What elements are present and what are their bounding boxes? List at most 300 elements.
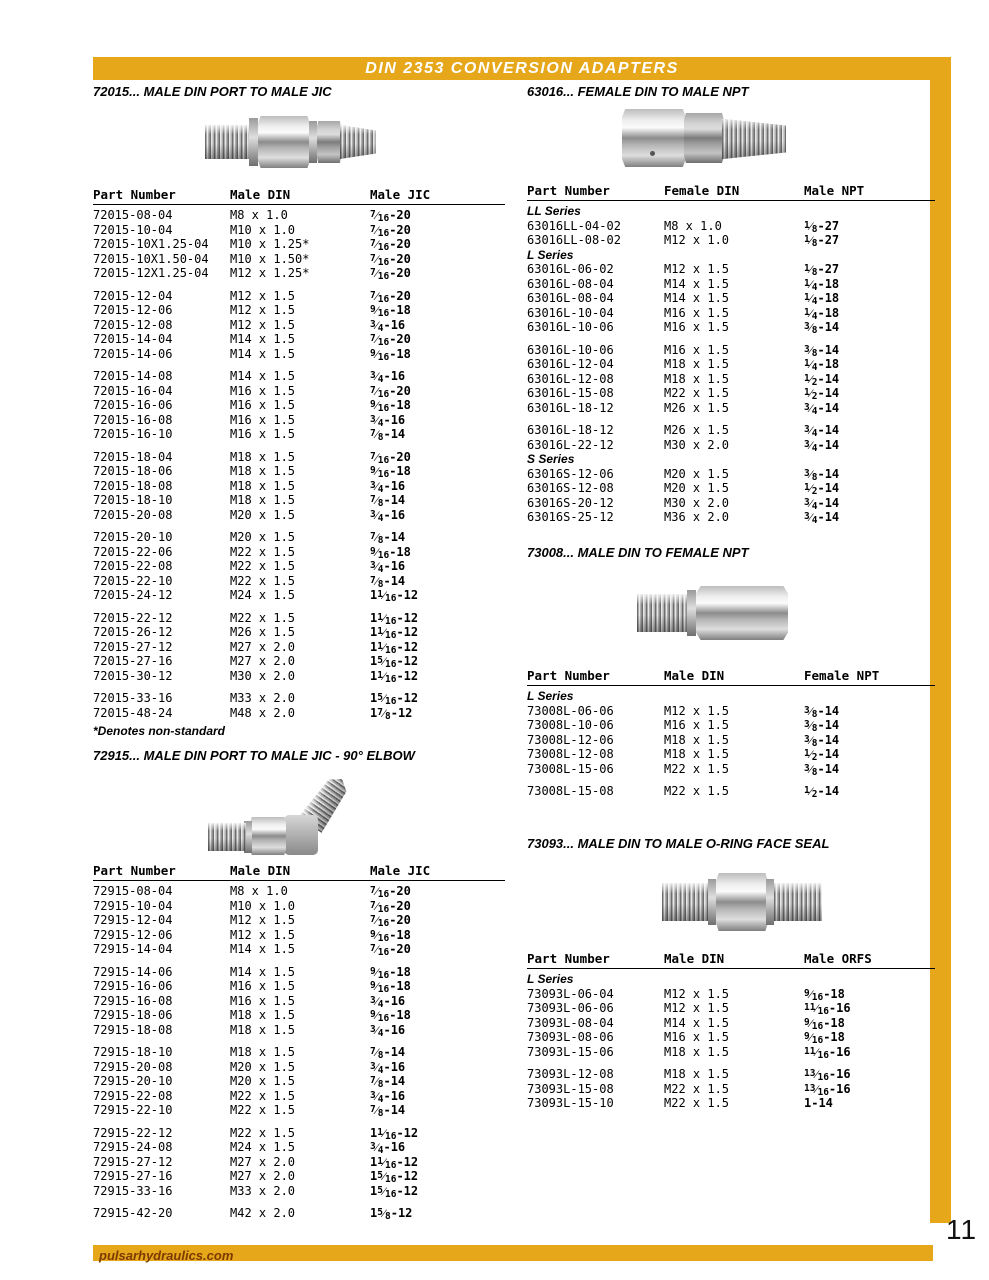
- section-title-73093: 73093... MALE DIN TO MALE O-RING FACE SEAL: [527, 836, 830, 851]
- table-row: [93, 654, 505, 669]
- table-cell: M20 x 1.5: [664, 481, 730, 495]
- series-subheader: L Series: [527, 689, 574, 703]
- table-cell: 72915-27-16: [93, 1169, 173, 1183]
- male-din-thread: [208, 823, 246, 851]
- table-cell: $1^1⁄_{16}-12$: [370, 1154, 419, 1171]
- table-cell: M18 x 1.5: [230, 464, 296, 478]
- table-row: [527, 423, 935, 438]
- table-cell: $^3⁄_8-14$: [804, 466, 840, 483]
- table-cell: $^1⁄_4-18$: [804, 305, 840, 322]
- table-cell: 63016S-12-06: [527, 466, 614, 481]
- col-male-din: Male DIN: [230, 863, 291, 878]
- table-cell: M8 x 1.0: [230, 208, 288, 222]
- table-row: [93, 464, 505, 479]
- product-photo-63016: [622, 101, 797, 177]
- table-cell: $^1⁄_4-18$: [804, 276, 840, 293]
- table-row: [93, 318, 505, 333]
- table-cell: 72015-18-10: [93, 493, 173, 507]
- section-72015: [93, 84, 505, 738]
- table-cell: 73008L-06-06: [527, 703, 614, 718]
- table-cell: $^9⁄_{16}-18$: [370, 927, 411, 944]
- table-cell: $^3⁄_4-16$: [370, 507, 406, 524]
- table-row: [527, 1001, 935, 1016]
- table-row: [93, 965, 505, 980]
- table-cell: M18 x 1.5: [230, 1045, 296, 1059]
- table-cell: 72915-18-10: [93, 1045, 173, 1059]
- section-title-73008: 73008... MALE DIN TO FEMALE NPT: [527, 545, 749, 560]
- table-row: [527, 1016, 935, 1031]
- fitting-ring: [249, 118, 258, 166]
- table-cell: $^{13}⁄_{16}-16$: [804, 1081, 851, 1098]
- page-banner: [93, 57, 951, 80]
- table-cell: 73008L-15-08: [527, 784, 614, 798]
- table-cell: 72015-27-12: [93, 639, 173, 654]
- hex-nut: [250, 817, 286, 855]
- table-cell: 72015-22-08: [93, 559, 173, 573]
- table-cell: $^3⁄_4-14$: [804, 510, 840, 526]
- table-row: [527, 291, 935, 306]
- table-row: [93, 398, 505, 413]
- table-cell: $^3⁄_4-16$: [370, 1088, 406, 1105]
- col-part-number: Part Number: [527, 951, 610, 966]
- table-cell: 72015-18-08: [93, 478, 173, 493]
- table-cell: $^3⁄_4-16$: [370, 369, 406, 385]
- section-73008: [527, 545, 935, 799]
- table-row: [93, 530, 505, 545]
- table-cell: 73093L-15-08: [527, 1081, 614, 1096]
- product-photo-72015: [205, 101, 380, 181]
- table-cell: $^3⁄_8-14$: [804, 718, 840, 734]
- table-cell: $^7⁄_{16}-20$: [370, 898, 411, 915]
- table-row: [93, 1140, 505, 1155]
- table-row: [527, 718, 935, 733]
- table-row: [527, 784, 935, 799]
- table-cell: 72015-18-06: [93, 464, 173, 478]
- table-cell: 72015-27-16: [93, 654, 173, 668]
- male-jic-thread: [340, 125, 376, 159]
- table-cell: 63016L-18-12: [527, 423, 614, 437]
- table-cell: 72915-12-04: [93, 913, 173, 927]
- table-row: [527, 496, 935, 511]
- table-cell: 72915-14-06: [93, 964, 173, 979]
- table-cell: 63016L-10-06: [527, 342, 614, 357]
- table-cell: 72015-10-04: [93, 222, 173, 237]
- table-row: [93, 427, 505, 442]
- table-cell: $1^5⁄_{16}-12$: [370, 654, 419, 670]
- table-cell: $^9⁄_{16}-18$: [370, 964, 411, 981]
- table-cell: M30 x 2.0: [230, 668, 296, 683]
- table-cell: M20 x 1.5: [230, 1059, 296, 1074]
- table-cell: M24 x 1.5: [230, 588, 296, 602]
- table-cell: M16 x 1.5: [230, 427, 296, 441]
- table-cell: 72915-42-20: [93, 1206, 173, 1220]
- table-row: [93, 640, 505, 655]
- table-cell: $^9⁄_{16}-18$: [370, 398, 411, 414]
- table-cell: M12 x 1.5: [664, 262, 730, 276]
- table-cell: M20 x 1.5: [664, 466, 730, 481]
- table-cell: M16 x 1.5: [664, 342, 730, 357]
- table-cell: 63016L-10-04: [527, 305, 614, 320]
- series-subheader: L Series: [527, 972, 574, 986]
- table-cell: $^{11}⁄_{16}-16$: [804, 1001, 851, 1017]
- male-din-thread: [662, 883, 710, 921]
- table-row: [527, 357, 935, 372]
- table-cell: $^3⁄_8-14$: [804, 342, 840, 359]
- table-cell: 63016L-12-04: [527, 357, 614, 371]
- table-row: [527, 733, 935, 748]
- table-cell: $^9⁄_{16}-18$: [370, 979, 411, 995]
- table-cell: 72915-22-12: [93, 1125, 173, 1140]
- table-cell: 73008L-10-06: [527, 718, 614, 732]
- section-63016: [527, 84, 935, 525]
- banner-title: DIN 2353 CONVERSION ADAPTERS: [365, 60, 679, 77]
- table-cell: $1^1⁄_{16}-12$: [370, 668, 419, 685]
- table-cell: 72915-33-16: [93, 1183, 173, 1198]
- table-row: [527, 1082, 935, 1097]
- table-cell: M16 x 1.5: [664, 1030, 730, 1044]
- table-row: [527, 372, 935, 387]
- table-cell: M18 x 1.5: [664, 1044, 730, 1059]
- table-cell: 63016L-10-06: [527, 320, 614, 334]
- table-cell: $^7⁄_{16}-20$: [370, 884, 411, 900]
- table-cell: M16 x 1.5: [664, 718, 730, 732]
- table-cell: M16 x 1.5: [230, 398, 296, 412]
- table-cell: $^1⁄_4-18$: [804, 357, 840, 373]
- table-cell: M16 x 1.5: [230, 412, 296, 427]
- table-row: [93, 289, 505, 304]
- table-cell: 63016S-20-12: [527, 495, 614, 510]
- table-cell: $^9⁄_{16}-18$: [370, 544, 411, 561]
- table-cell: M16 x 1.5: [230, 993, 296, 1008]
- table-cell: $1^1⁄_{16}-12$: [370, 610, 419, 627]
- table-cell: $^7⁄_8-14$: [370, 1045, 406, 1061]
- table-cell: $^9⁄_{16}-18$: [370, 303, 411, 319]
- table-row: [93, 332, 505, 347]
- table-cell: M27 x 2.0: [230, 639, 296, 654]
- table-header-63016: [527, 183, 935, 201]
- table-cell: $^1⁄_2-14$: [804, 747, 840, 763]
- table-cell: $^1⁄_8-27$: [804, 218, 840, 235]
- table-cell: M18 x 1.5: [664, 371, 730, 386]
- table-cell: $^7⁄_8-14$: [370, 493, 406, 509]
- table-cell: 63016L-22-12: [527, 437, 614, 452]
- series-subheader: S Series: [527, 452, 575, 466]
- table-cell: M22 x 1.5: [230, 1125, 296, 1140]
- table-cell: 73093L-15-06: [527, 1044, 614, 1059]
- table-row: [93, 979, 505, 994]
- table-cell: M14 x 1.5: [664, 291, 730, 305]
- table-cell: 72915-08-04: [93, 884, 173, 898]
- table-cell: M22 x 1.5: [230, 610, 296, 625]
- table-cell: M22 x 1.5: [664, 386, 730, 400]
- table-cell: M22 x 1.5: [664, 1096, 730, 1110]
- table-row: [527, 481, 935, 496]
- table-row: [527, 762, 935, 777]
- table-cell: M14 x 1.5: [230, 964, 296, 979]
- table-cell: M27 x 2.0: [230, 654, 296, 668]
- table-cell: 63016L-08-04: [527, 276, 614, 291]
- fitting-ring: [309, 121, 317, 163]
- table-cell: M22 x 1.5: [230, 544, 296, 559]
- col-male-din: Male DIN: [664, 951, 725, 966]
- section-title-72015: 72015... MALE DIN PORT TO MALE JIC: [93, 84, 332, 99]
- male-orfs-thread: [774, 883, 822, 921]
- table-cell: 73093L-08-06: [527, 1030, 614, 1044]
- table-header-73093: [527, 951, 935, 969]
- footnote-non-standard: *Denotes non-standard: [93, 724, 226, 738]
- table-row: [93, 625, 505, 640]
- table-cell: 72015-16-10: [93, 427, 173, 441]
- col-female-npt: Female NPT: [804, 668, 880, 683]
- table-row: [93, 611, 505, 626]
- table-row: [527, 233, 935, 248]
- table-cell: M12 x 1.0: [664, 233, 730, 247]
- series-subheader: L Series: [527, 247, 574, 262]
- table-cell: 72915-20-08: [93, 1059, 173, 1074]
- series-subheader: LL Series: [527, 204, 581, 218]
- table-cell: 72915-24-08: [93, 1140, 173, 1154]
- product-photo-72915: [208, 765, 358, 857]
- table-cell: 72015-22-12: [93, 610, 173, 625]
- table-cell: 73093L-15-10: [527, 1096, 614, 1110]
- table-row: [527, 343, 935, 358]
- wrench-hole: [650, 151, 655, 156]
- table-cell: 72015-20-08: [93, 507, 173, 522]
- table-row: [527, 262, 935, 277]
- table-cell: $^7⁄_{16}-20$: [370, 332, 411, 348]
- table-cell: 63016LL-08-02: [527, 233, 621, 247]
- table-cell: 63016L-15-08: [527, 386, 614, 400]
- table-cell: M24 x 1.5: [230, 1140, 296, 1154]
- col-male-jic: Male JIC: [370, 187, 431, 202]
- table-row: [527, 320, 935, 335]
- table-cell: M18 x 1.5: [664, 1067, 730, 1081]
- table-row: [93, 208, 505, 223]
- table-cell: M12 x 1.5: [230, 927, 296, 942]
- table-cell: 73008L-12-06: [527, 732, 614, 747]
- col-part-number: Part Number: [527, 668, 610, 683]
- table-cell: M18 x 1.5: [664, 732, 730, 747]
- table-cell: 72015-14-06: [93, 346, 173, 361]
- table-cell: 72915-27-12: [93, 1154, 173, 1169]
- table-row: [527, 306, 935, 321]
- elbow-body: [284, 815, 318, 855]
- table-cell: M18 x 1.5: [230, 1022, 296, 1037]
- table-row: [527, 704, 935, 719]
- table-row: [527, 1030, 935, 1045]
- table-row: [93, 1008, 505, 1023]
- table-cell: M12 x 1.5: [664, 1001, 730, 1015]
- table-cell: 72015-24-12: [93, 588, 173, 602]
- table-cell: M18 x 1.5: [230, 1008, 296, 1022]
- table-cell: $1^5⁄_{16}-12$: [370, 1169, 419, 1185]
- table-cell: M26 x 1.5: [230, 625, 296, 639]
- table-cell: 72915-22-08: [93, 1088, 173, 1103]
- table-cell: $^3⁄_4-16$: [370, 478, 406, 495]
- table-row: [527, 467, 935, 482]
- col-female-din: Female DIN: [664, 183, 740, 198]
- table-cell: M22 x 1.5: [230, 559, 296, 573]
- table-cell: $1^7⁄_8-12$: [370, 705, 413, 722]
- table-cell: M12 x 1.5: [664, 986, 730, 1001]
- table-cell: 72015-20-10: [93, 530, 173, 544]
- table-cell: M18 x 1.5: [230, 478, 296, 493]
- table-cell: 72015-12X1.25-04: [93, 266, 209, 280]
- section-72915: [93, 748, 505, 1221]
- table-cell: $^3⁄_4-14$: [804, 400, 840, 417]
- table-cell: M22 x 1.5: [230, 573, 296, 588]
- table-cell: M30 x 2.0: [664, 437, 730, 452]
- table-cell: M20 x 1.5: [230, 507, 296, 522]
- table-cell: 72915-12-06: [93, 927, 173, 942]
- table-cell: $1^5⁄_{16}-12$: [370, 1183, 419, 1200]
- table-cell: M14 x 1.5: [230, 369, 296, 383]
- table-cell: 72015-22-10: [93, 573, 173, 588]
- table-row: [93, 669, 505, 684]
- table-cell: 72015-14-08: [93, 369, 173, 383]
- table-cell: M14 x 1.5: [230, 332, 296, 346]
- table-cell: M33 x 2.0: [230, 1183, 296, 1198]
- hex-body: [684, 113, 724, 163]
- table-row: [93, 223, 505, 238]
- table-cell: M18 x 1.5: [230, 449, 296, 464]
- female-npt-hex-body: [696, 586, 788, 640]
- fitting-ring: [766, 879, 774, 925]
- parts-table-73093: [527, 972, 935, 1111]
- table-cell: M27 x 2.0: [230, 1154, 296, 1169]
- table-cell: $1^5⁄_8-12$: [370, 1206, 413, 1222]
- table-cell: M20 x 1.5: [230, 1074, 296, 1088]
- female-din-hex: [622, 109, 686, 167]
- table-cell: M10 x 1.25*: [230, 237, 310, 251]
- table-cell: M22 x 1.5: [230, 1103, 296, 1117]
- col-male-jic: Male JIC: [370, 863, 431, 878]
- table-cell: $^3⁄_4-16$: [370, 412, 406, 429]
- table-cell: $^7⁄_{16}-20$: [370, 251, 411, 268]
- table-cell: 73093L-06-04: [527, 986, 614, 1001]
- table-cell: $^1⁄_2-14$: [804, 386, 840, 402]
- col-part-number: Part Number: [93, 187, 176, 202]
- col-male-orfs: Male ORFS: [804, 951, 872, 966]
- table-cell: 72915-16-06: [93, 979, 173, 993]
- table-row: [527, 401, 935, 416]
- table-cell: M30 x 2.0: [664, 495, 730, 510]
- table-cell: $^3⁄_4-16$: [370, 317, 406, 334]
- table-cell: $^9⁄_{16}-18$: [804, 986, 845, 1003]
- table-row: [527, 277, 935, 292]
- table-cell: M20 x 1.5: [230, 530, 296, 544]
- table-cell: M12 x 1.5: [230, 288, 296, 303]
- table-cell: $^3⁄_8-14$: [804, 320, 840, 336]
- table-row: [93, 588, 505, 603]
- table-cell: M22 x 1.5: [664, 784, 730, 798]
- table-cell: M10 x 1.0: [230, 222, 296, 237]
- table-cell: $^3⁄_4-16$: [370, 1140, 406, 1156]
- table-cell: $^1⁄_4-18$: [804, 291, 840, 307]
- table-cell: 63016L-08-04: [527, 291, 614, 305]
- table-cell: 72015-12-06: [93, 303, 173, 317]
- table-cell: 72015-12-04: [93, 288, 173, 303]
- fitting-ring: [708, 879, 716, 925]
- table-cell: 63016L-12-08: [527, 371, 614, 386]
- table-cell: 1-14: [804, 1096, 833, 1110]
- table-row: [93, 1089, 505, 1104]
- table-header-72915: [93, 863, 505, 881]
- table-cell: $^7⁄_8-14$: [370, 427, 406, 443]
- table-cell: $^9⁄_{16}-18$: [370, 346, 411, 363]
- table-cell: M16 x 1.5: [230, 979, 296, 993]
- table-cell: 63016S-25-12: [527, 510, 614, 524]
- table-cell: 72015-33-16: [93, 691, 173, 705]
- table-cell: 72015-10X1.50-04: [93, 251, 209, 266]
- hex-nut: [258, 116, 310, 168]
- table-cell: M22 x 1.5: [664, 1081, 730, 1096]
- table-cell: M18 x 1.5: [664, 357, 730, 371]
- table-cell: M27 x 2.0: [230, 1169, 296, 1183]
- table-cell: M12 x 1.5: [230, 303, 296, 317]
- table-header-73008: [527, 668, 935, 686]
- col-male-din: Male DIN: [664, 668, 725, 683]
- table-row: [93, 369, 505, 384]
- table-header-72015: [93, 187, 505, 205]
- table-row: [93, 1023, 505, 1038]
- table-cell: 72915-18-08: [93, 1022, 173, 1037]
- table-cell: 72015-16-08: [93, 412, 173, 427]
- section-title-63016: 63016... FEMALE DIN TO MALE NPT: [527, 84, 749, 99]
- footer-bar: [93, 1245, 933, 1261]
- table-cell: $1^1⁄_{16}-12$: [370, 588, 419, 604]
- table-row: [93, 706, 505, 721]
- table-cell: 72015-08-04: [93, 208, 173, 222]
- table-cell: M48 x 2.0: [230, 705, 296, 720]
- male-din-thread: [205, 125, 251, 159]
- table-cell: $^9⁄_{16}-18$: [370, 464, 411, 480]
- table-row: [93, 574, 505, 589]
- table-cell: 72915-18-06: [93, 1008, 173, 1022]
- table-row: [93, 237, 505, 252]
- table-cell: 73093L-06-06: [527, 1001, 614, 1015]
- table-cell: M22 x 1.5: [664, 761, 730, 776]
- table-cell: 72915-14-04: [93, 942, 173, 956]
- table-row: [93, 928, 505, 943]
- table-row: [93, 1155, 505, 1170]
- table-cell: 72015-48-24: [93, 705, 173, 720]
- table-cell: M12 x 1.5: [664, 703, 730, 718]
- table-cell: $1^1⁄_{16}-12$: [370, 639, 419, 656]
- table-cell: 73093L-08-04: [527, 1015, 614, 1030]
- table-row: [93, 559, 505, 574]
- table-cell: 72015-14-04: [93, 332, 173, 346]
- table-cell: M18 x 1.5: [230, 493, 296, 507]
- table-row: [527, 438, 935, 453]
- table-cell: $1^5⁄_{16}-12$: [370, 691, 419, 707]
- table-row: [93, 884, 505, 899]
- col-part-number: Part Number: [527, 183, 610, 198]
- parts-table-63016: [527, 204, 935, 525]
- table-cell: $^3⁄_8-14$: [804, 761, 840, 778]
- footer-website-link[interactable]: pulsarhydraulics.com: [99, 1248, 234, 1263]
- table-row: [93, 913, 505, 928]
- table-cell: 73093L-12-08: [527, 1067, 614, 1081]
- table-cell: $^7⁄_8-14$: [370, 573, 406, 590]
- table-row: [93, 252, 505, 267]
- lock-nut: [317, 121, 341, 163]
- table-cell: M14 x 1.5: [230, 942, 296, 956]
- table-row: [93, 1184, 505, 1199]
- table-cell: $^7⁄_{16}-20$: [370, 266, 411, 282]
- table-cell: $^3⁄_4-16$: [370, 559, 406, 575]
- table-row: [93, 691, 505, 706]
